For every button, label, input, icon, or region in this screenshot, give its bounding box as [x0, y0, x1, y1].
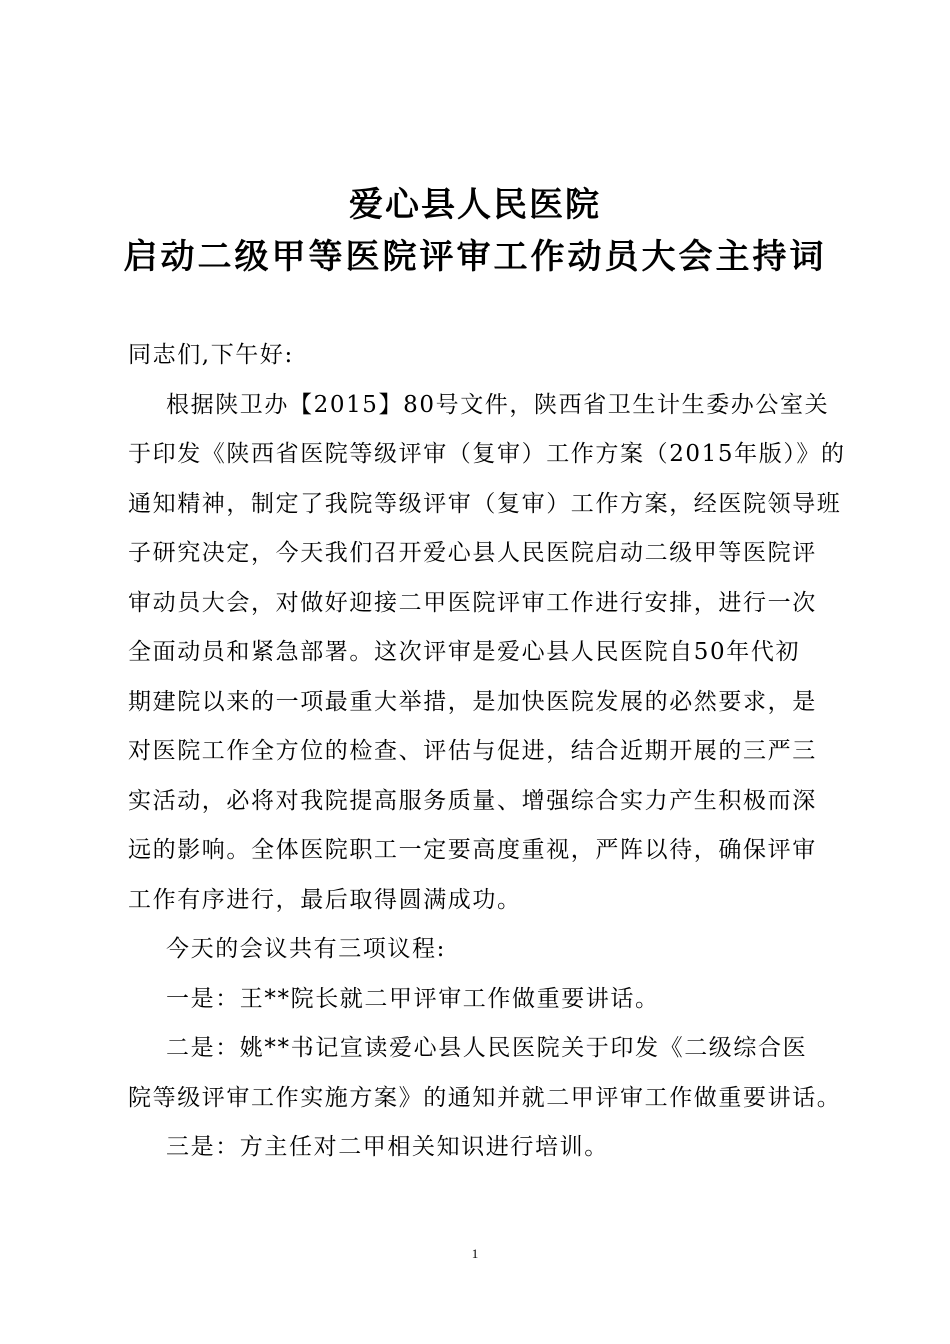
document-title-main: 启动二级甲等医院评审工作动员大会主持词 — [123, 237, 827, 277]
agenda-item-1: 一是：王**院长就二甲评审工作做重要讲话。 — [166, 986, 660, 1012]
body-line-9: 实活动，必将对我院提高服务质量、增强综合实力产生积极而深 — [128, 788, 817, 814]
body-line-5: 审动员大会，对做好迎接二甲医院评审工作进行安排，进行一次 — [128, 590, 817, 616]
body-line-2: 于印发《陕西省医院等级评审（复审）工作方案（2015年版）》的 — [128, 441, 846, 467]
body-line-3: 通知精神，制定了我院等级评审（复审）工作方案，经医院领导班 — [128, 491, 842, 517]
agenda-item-3: 三是：方主任对二甲相关知识进行培训。 — [166, 1134, 609, 1160]
agenda-item-2-line-2: 院等级评审工作实施方案》的通知并就二甲评审工作做重要讲话。 — [128, 1085, 842, 1111]
body-line-7: 期建院以来的一项最重大举措，是加快医院发展的必然要求，是 — [128, 689, 817, 715]
body-line-6: 全面动员和紧急部署。这次评审是爱心县人民医院自50年代初 — [128, 639, 801, 665]
body-line-8: 对医院工作全方位的检查、评估与促进，结合近期开展的三严三 — [128, 738, 817, 764]
document-title-organization: 爱心县人民医院 — [349, 185, 601, 225]
page-number: 1 — [471, 1246, 479, 1261]
body-line-10: 远的影响。全体医院职工一定要高度重视，严阵以待，确保评审 — [128, 837, 817, 863]
agenda-item-2-line-1: 二是：姚**书记宣读爱心县人民医院关于印发《二级综合医 — [166, 1035, 808, 1061]
agenda-intro: 今天的会议共有三项议程: — [166, 936, 446, 962]
body-line-11: 工作有序进行，最后取得圆满成功。 — [128, 887, 522, 913]
greeting-text: 同志们,下午好: — [128, 342, 294, 368]
body-line-4: 子研究决定，今天我们召开爱心县人民医院启动二级甲等医院评 — [128, 540, 817, 566]
body-line-1: 根据陕卫办【2015】80号文件，陕西省卫生计生委办公室关 — [166, 392, 830, 418]
